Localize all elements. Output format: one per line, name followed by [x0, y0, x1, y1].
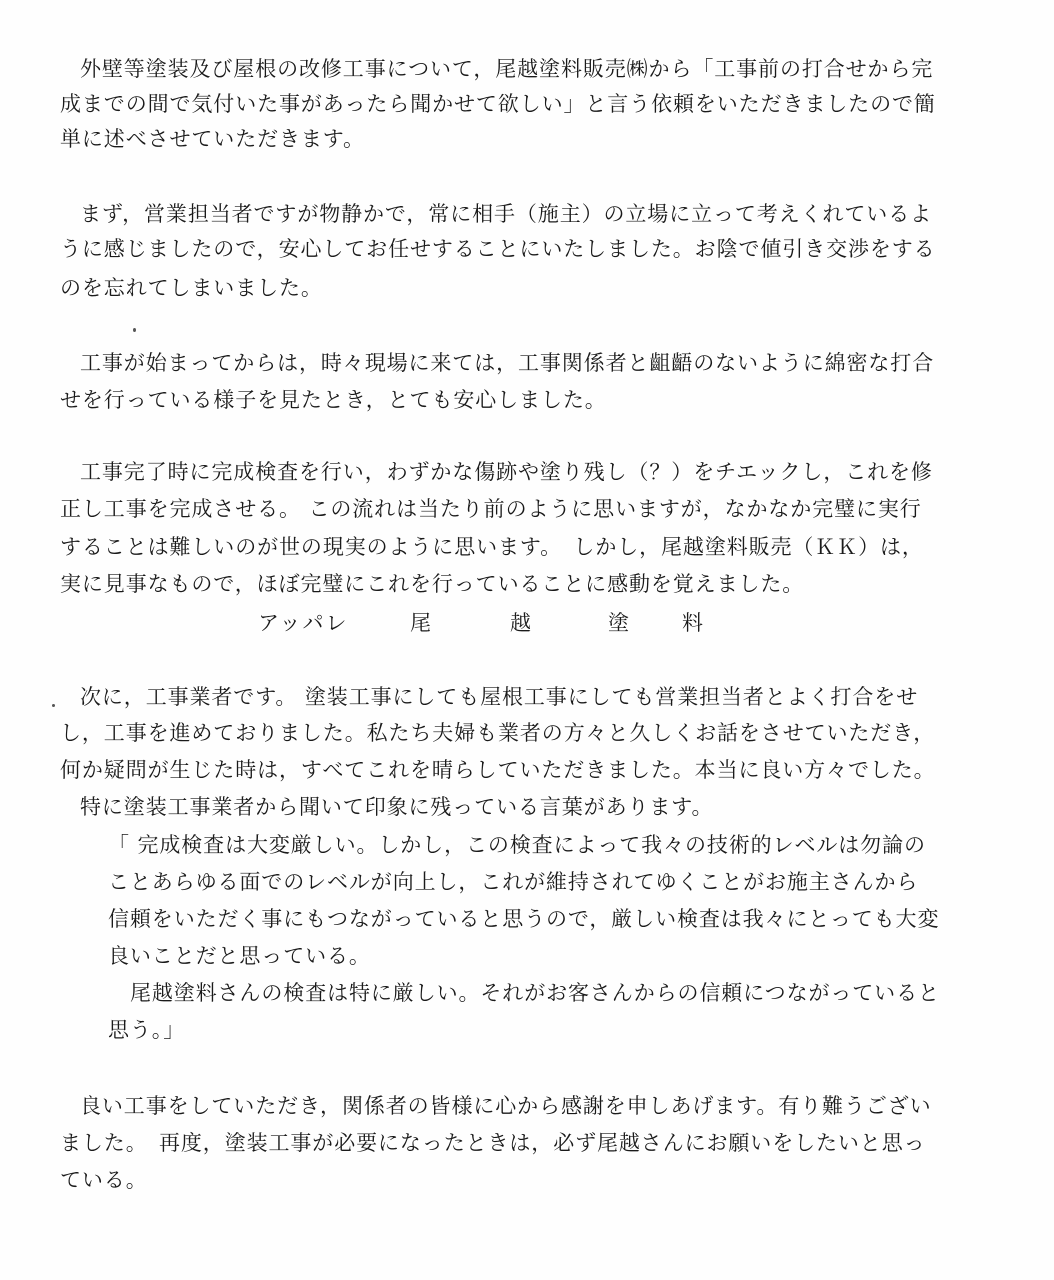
text-line: 単に述べさせていただきます。	[60, 127, 365, 151]
quote-line: 「 完成検査は大変厳しい。しかし，この検査によって我々の技術的レベルは勿論の	[108, 833, 926, 857]
text-line: 正し工事を完成させる。 この流れは当たり前のように思いますが，なかなか完璧に実行	[60, 497, 922, 521]
text-line: 次に，工事業者です。 塗装工事にしても屋根工事にしても営業担当者とよく打合をせ	[80, 685, 919, 709]
scan-speck	[133, 328, 136, 332]
text-line: 良い工事をしていただき，関係者の皆様に心から感謝を申しあげます。有り難うござい	[80, 1094, 932, 1118]
quote-line: 信頼をいただく事にもつながっていると思うので，厳しい検査は我々にとっても大変	[108, 907, 940, 931]
text-line: のを忘れてしまいました。	[60, 276, 323, 300]
praise-word: アッパレ	[258, 611, 349, 635]
text-line: ました。 再度，塗装工事が必要になったときは，必ず尾越さんにお願いをしたいと思っ	[60, 1131, 926, 1155]
text-line: 何か疑問が生じた時は，すべてこれを晴らしていただきました。本当に良い方々でした。	[60, 758, 936, 782]
text-line: 工事が始まってからは，時々現場に来ては，工事関係者と齟齬のないように綿密な打合	[80, 351, 935, 375]
quote-line: 良いことだと思っている。	[108, 944, 371, 968]
text-line: まず，営業担当者ですが物静かで，常に相手（施主）の立場に立って考えくれているよ	[80, 202, 932, 226]
text-line: 成までの間で気付いた事があったら聞かせて欲しい」と言う依頼をいただきましたので簡	[60, 92, 936, 116]
text-line: うに感じましたので，安心してお任せすることにいたしました。お陰で値引き交渉をする	[60, 237, 936, 261]
praise-line	[258, 608, 734, 638]
praise-char: 塗	[608, 611, 629, 635]
quote-line: 思う。」	[108, 1018, 186, 1042]
text-line: 外壁等塗装及び屋根の改修工事について，尾越塗料販売㈱から「工事前の打合せから完	[80, 57, 934, 81]
praise-char: 尾	[410, 611, 431, 635]
praise-char: 越	[510, 611, 531, 635]
quote-line: 尾越塗料さんの検査は特に厳しい。それがお客さんからの信頼につながっていると	[130, 981, 940, 1005]
text-line: することは難しいのが世の現実のように思います。 しかし，尾越塗料販売（ＫＫ）は，	[60, 535, 924, 559]
text-line: ている。	[60, 1168, 148, 1192]
quote-line: ことあらゆる面でのレベルが向上し，これが維持されてゆくことがお施主さんから	[108, 870, 919, 894]
text-line: 実に見事なもので，ほぼ完璧にこれを行っていることに感動を覚えました。	[60, 572, 805, 596]
text-line: 工事完了時に完成検査を行い，わずかな傷跡や塗り残し（？）をチエックし，これを修	[80, 460, 933, 484]
scan-speck	[52, 704, 55, 707]
text-line: し，工事を進めておりました。私たち夫婦も業者の方々と久しくお話をさせていただき，	[60, 721, 936, 745]
text-line: 特に塗装工事業者から聞いて印象に残っている言葉があります。	[80, 795, 714, 819]
praise-char: 料	[682, 611, 703, 635]
text-line: せを行っている様子を見たとき，とても安心しました。	[60, 388, 607, 412]
